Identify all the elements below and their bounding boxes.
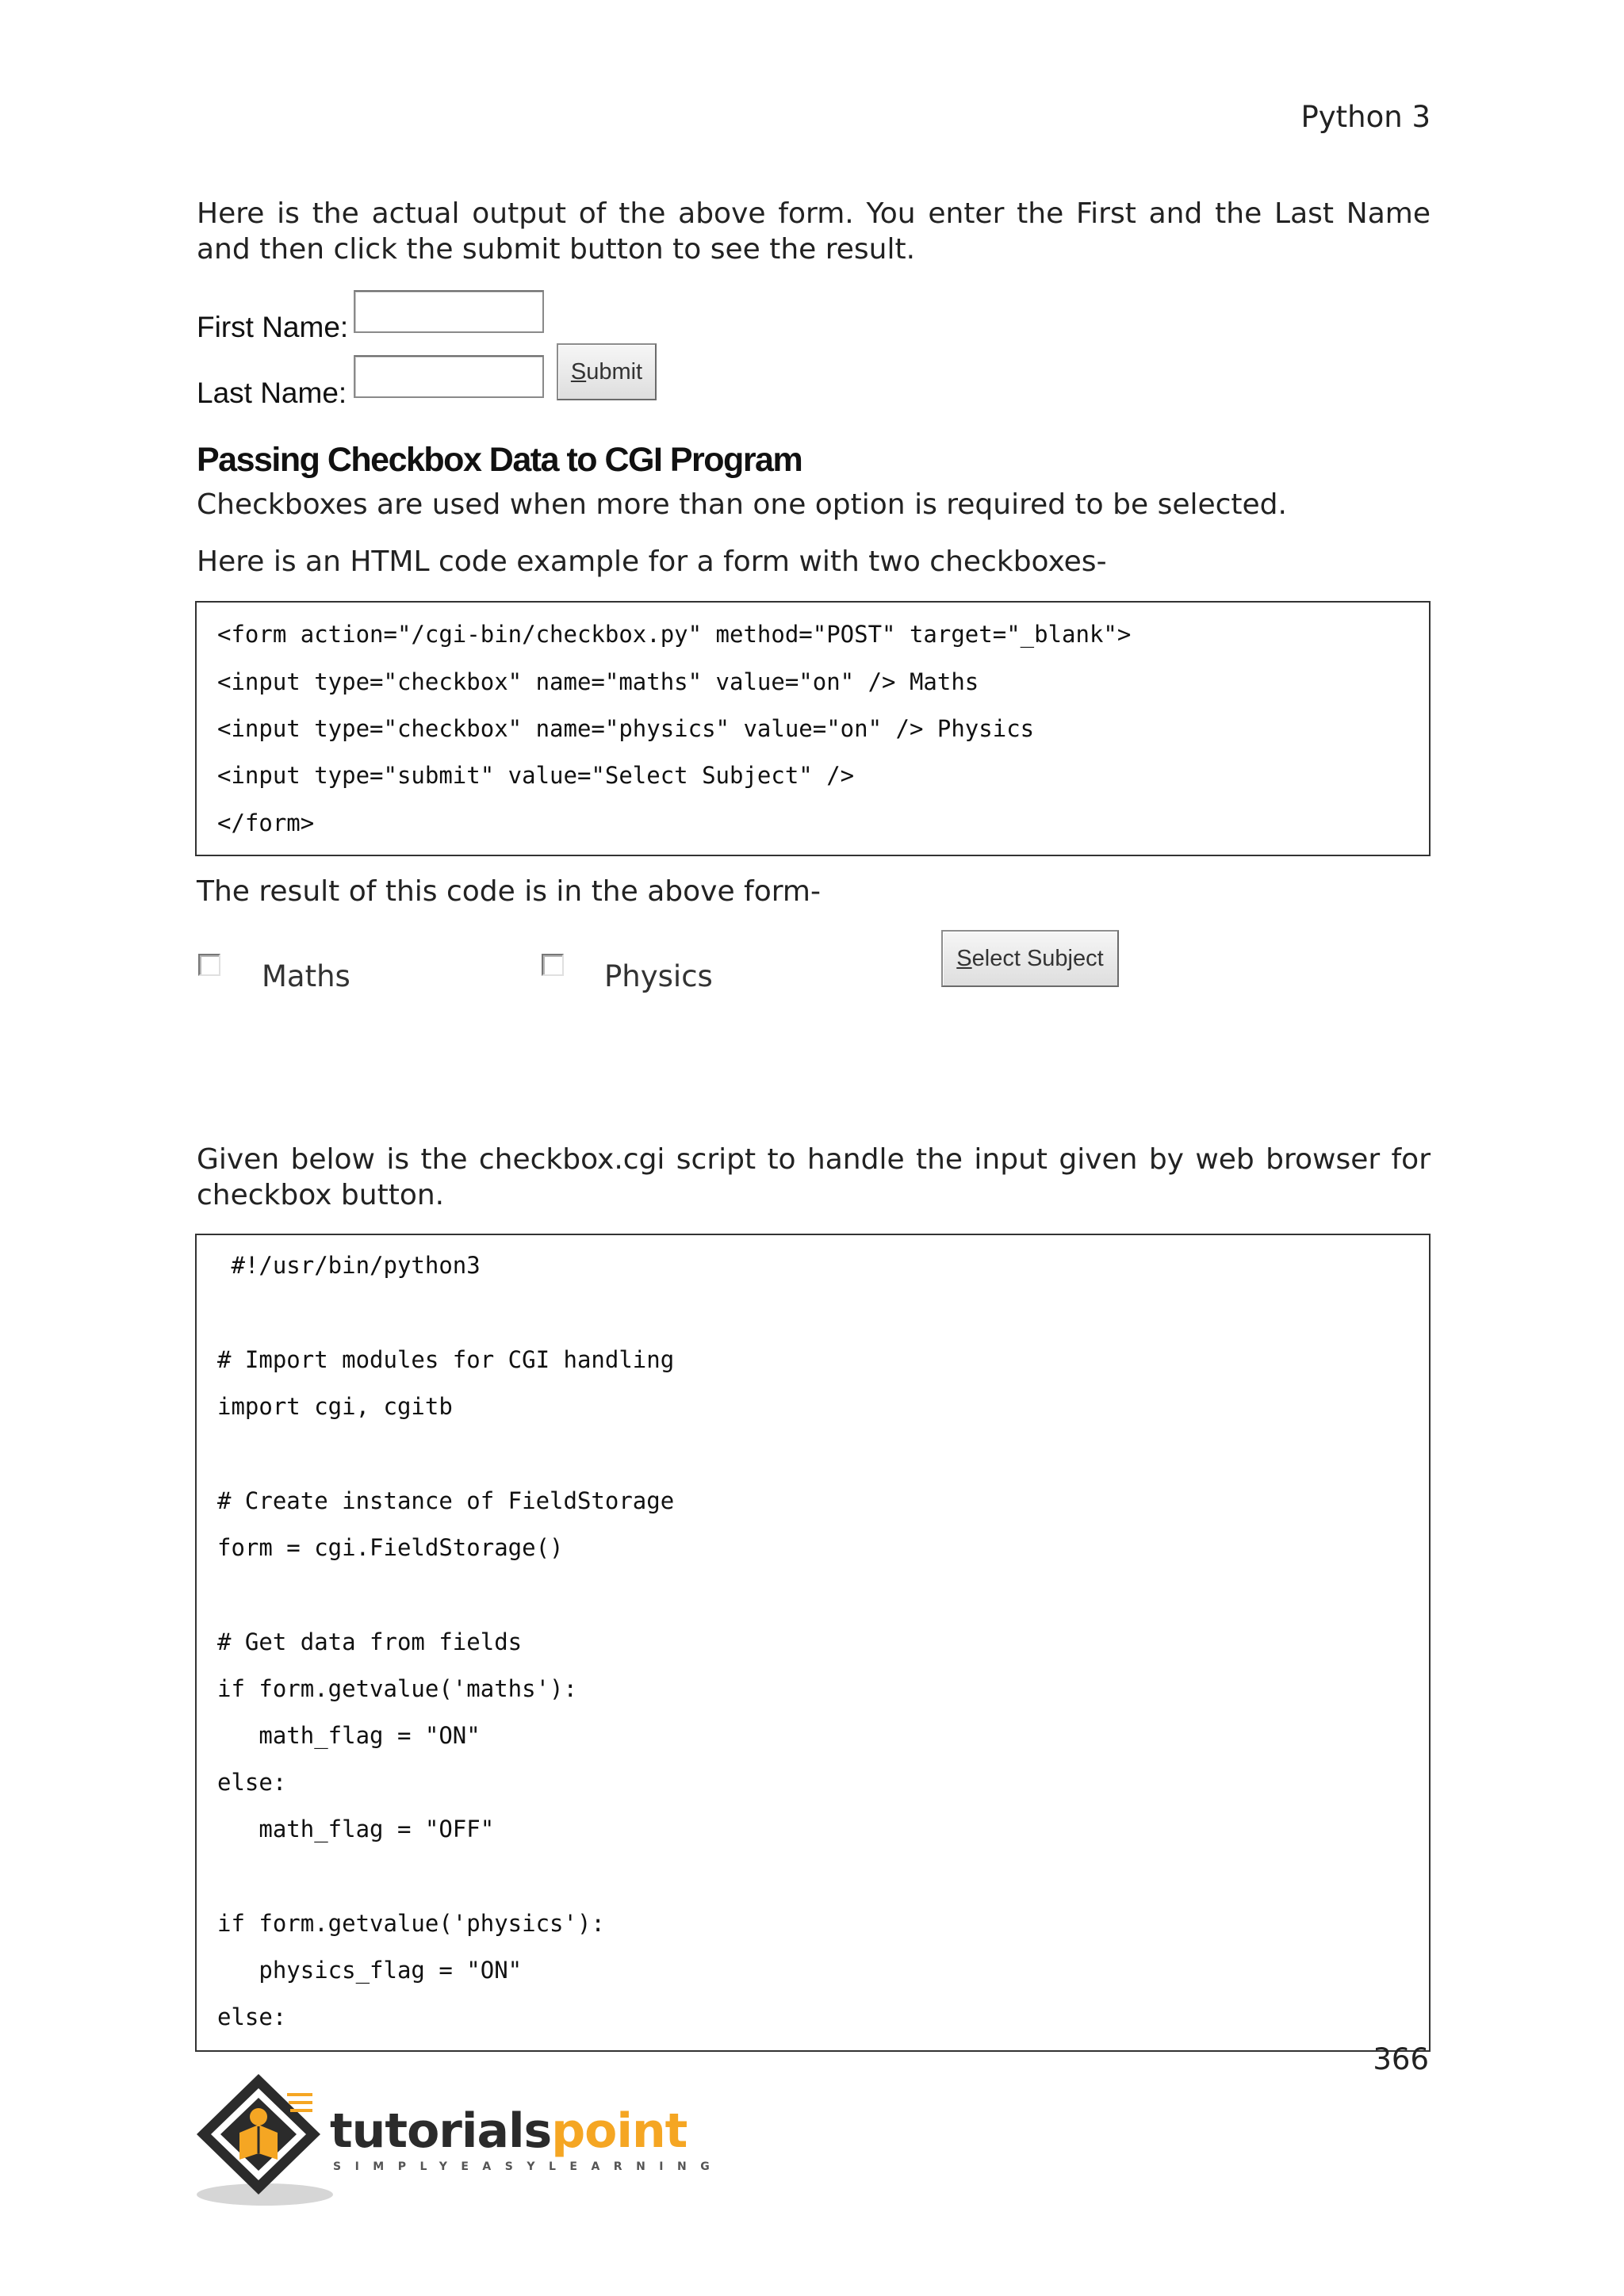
code-line: else: (217, 2003, 287, 2030)
code-line: math_flag = "OFF" (217, 1816, 495, 1843)
result-paragraph: The result of this code is in the above form- (197, 875, 821, 908)
code-line: form = cgi.FieldStorage() (217, 1534, 564, 1561)
code-line: <input type="checkbox" name="physics" value="on" /> Physics (217, 715, 1035, 742)
maths-checkbox[interactable] (198, 954, 220, 976)
code-line: #!/usr/bin/python3 (217, 1252, 481, 1279)
section-title: Passing Checkbox Data to CGI Program (197, 441, 802, 479)
running-header: Python 3 (1300, 100, 1431, 134)
code-line: math_flag = "ON" (217, 1722, 481, 1749)
tutorialspoint-logo-icon (193, 2071, 336, 2207)
code-line: # Get data from fields (217, 1628, 523, 1655)
submit-button[interactable] (557, 343, 657, 400)
submit-accesskey: S (570, 358, 587, 385)
select-subject-label: elect Subject (971, 945, 1104, 971)
code-line: import cgi, cgitb (217, 1393, 453, 1420)
submit-label: ubmit (586, 358, 643, 385)
last-name-input[interactable] (354, 355, 544, 398)
select-subject-button[interactable] (941, 930, 1119, 987)
code-line: <input type="submit" value="Select Subject" /> (217, 762, 855, 789)
code-line: <form action="/cgi-bin/checkbox.py" method="POST" target="_blank"> (217, 621, 1132, 648)
code-line: physics_flag = "ON" (217, 1957, 523, 1984)
script-intro-paragraph: Given below is the checkbox.cgi script to handle the input given by web browser for checkbox button. (197, 1143, 1431, 1211)
maths-label: Maths (262, 959, 350, 993)
section-paragraph-1: Checkboxes are used when more than one option is required to be selected. (197, 488, 1287, 521)
first-name-label: First Name: (197, 311, 349, 343)
code-line: else: (217, 1769, 287, 1796)
logo-word-tutorials: tutorials (330, 2103, 552, 2159)
code-line: if form.getvalue('physics'): (217, 1910, 605, 1937)
code-line: if form.getvalue('maths'): (217, 1675, 577, 1702)
code-line: </form> (217, 809, 315, 836)
logo-tagline: SIMPLYEASYLEARNING (333, 2160, 724, 2173)
select-subject-accesskey: S (956, 945, 972, 971)
page-number: 366 (1373, 2042, 1429, 2076)
logo-word-point: point (551, 2103, 688, 2159)
code-line: <input type="checkbox" name="maths" value="on" /> Maths (217, 668, 979, 695)
python-code-block (195, 1234, 1431, 2052)
code-line: # Import modules for CGI handling (217, 1346, 675, 1373)
code-line: # Create instance of FieldStorage (217, 1487, 675, 1514)
html-code-block (195, 601, 1431, 856)
first-name-input[interactable] (354, 290, 544, 333)
section-paragraph-2: Here is an HTML code example for a form with two checkboxes- (197, 545, 1107, 578)
intro-paragraph: Here is the actual output of the above form. You enter the First and the Last Name and then click the submit button to see the result. (197, 197, 1431, 266)
physics-checkbox[interactable] (542, 954, 564, 976)
physics-label: Physics (604, 959, 713, 993)
logo-wordmark (330, 2103, 688, 2159)
last-name-label: Last Name: (197, 377, 347, 409)
